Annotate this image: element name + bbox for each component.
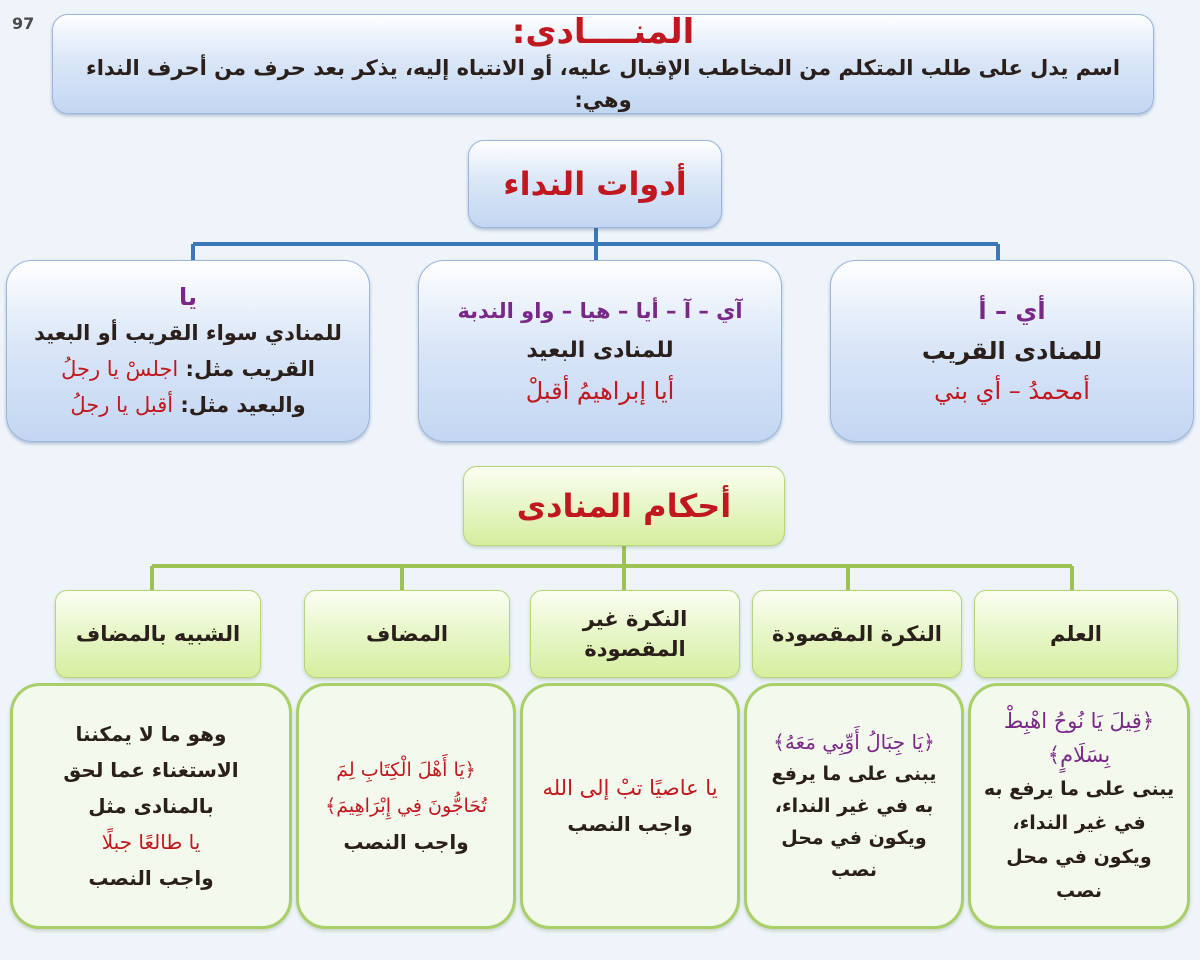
rule-detail-line: في غير النداء، [1012, 812, 1146, 834]
tool-near-usage: للمنادى القريب [921, 337, 1103, 365]
tool-ya-letter: يا [178, 283, 198, 311]
tools-title: أدوات النداء [503, 165, 687, 203]
rule-header-mudaf [304, 590, 510, 678]
rule-detail-line: يبنى على ما يرفع [771, 763, 937, 785]
definition-box [52, 14, 1154, 114]
rule-header-label: المضاف [365, 622, 449, 646]
rule-detail-mudaf [296, 683, 516, 929]
rule-detail-line: به في غير النداء، [774, 795, 934, 817]
rule-detail-line: ويكون في محل نصب [1006, 846, 1152, 902]
tool-near-example: أمحمدُ – أي بني [934, 377, 1090, 405]
rule-detail-intro: الاستغناء عما لحق [63, 758, 239, 782]
rule-detail-line: واجب النصب [343, 830, 469, 854]
rule-header-label: الشبيه بالمضاف [75, 622, 241, 646]
tool-far-letters: آي – آ – أيا – هيا – واو الندبة [457, 299, 743, 323]
tool-ya-usage: للمنادي سواء القريب أو البعيد [34, 321, 342, 345]
rule-detail-example: ﴿يَا أَهْلَ الْكِتَابِ لِمَ تُحَاجُّونَ فِي إِبْرَاهِيمَ﴾ [325, 759, 487, 817]
definition-text: اسم يدل على طلب المتكلم من المخاطب الإقبال عليه، أو الانتباه إليه، يذكر بعد حرف من أحرف النداء وهي: [85, 56, 1121, 112]
rule-header-nakira-maqsuda [752, 590, 962, 678]
rule-header-shabih [55, 590, 261, 678]
rule-detail-example: ﴿قِيلَ يَا نُوحُ اهْبِطْ بِسَلَامٍ﴾ [1003, 709, 1155, 767]
rule-header-alam [974, 590, 1178, 678]
rule-detail-line: نصب [831, 859, 877, 881]
rule-detail-line: يبنى على ما يرفع به [983, 778, 1175, 800]
tool-near-box [830, 260, 1194, 442]
tool-ya-near-label: القريب مثل: [185, 357, 315, 381]
rule-detail-example: ﴿يَا جِبَالُ أَوِّبِي مَعَهُ﴾ [773, 730, 935, 754]
tool-near-letters: أي – أ [978, 297, 1046, 325]
tool-far-box [418, 260, 782, 442]
tool-ya-near-example: اجلسْ يا رجلُ [61, 357, 179, 381]
rules-title: أحكام المنادى [516, 487, 732, 525]
rule-detail-example: يا طالعًا جبلًا [101, 830, 201, 854]
rule-detail-nakira-maqsuda [744, 683, 964, 929]
tool-ya-far-example: أقبل يا رجلُ [70, 393, 174, 417]
rule-header-label: النكرة غير المقصودة [582, 607, 688, 661]
tool-far-usage: للمنادى البعيد [526, 338, 674, 363]
rule-detail-alam [968, 683, 1190, 929]
rule-detail-line: واجب النصب [567, 812, 693, 836]
rule-detail-shabih [10, 683, 292, 929]
tool-ya-far-label: والبعيد مثل: [180, 393, 306, 417]
page-number: 97 [12, 14, 35, 33]
rule-header-nakira-ghayr [530, 590, 740, 678]
rule-detail-nakira-ghayr [520, 683, 740, 929]
rules-title-box [463, 466, 785, 546]
rule-detail-line: ويكون في محل [781, 827, 927, 849]
tool-ya-near-line [61, 351, 315, 387]
rule-detail-example: يا عاصيًا تبْ إلى الله [542, 776, 718, 800]
tool-ya-far-line [70, 387, 305, 423]
tool-far-example: أيا إبراهيمُ أقبلْ [525, 377, 675, 405]
rule-header-label: العلم [1050, 622, 1102, 646]
rule-detail-intro: وهو ما لا يمكننا [75, 722, 227, 746]
rule-header-label: النكرة المقصودة [772, 622, 942, 646]
page-title: المنــــادى: [511, 12, 695, 52]
tools-title-box [468, 140, 722, 228]
rule-detail-intro: بالمنادى مثل [88, 794, 214, 818]
rule-detail-line: واجب النصب [88, 866, 214, 890]
tool-ya-box [6, 260, 370, 442]
